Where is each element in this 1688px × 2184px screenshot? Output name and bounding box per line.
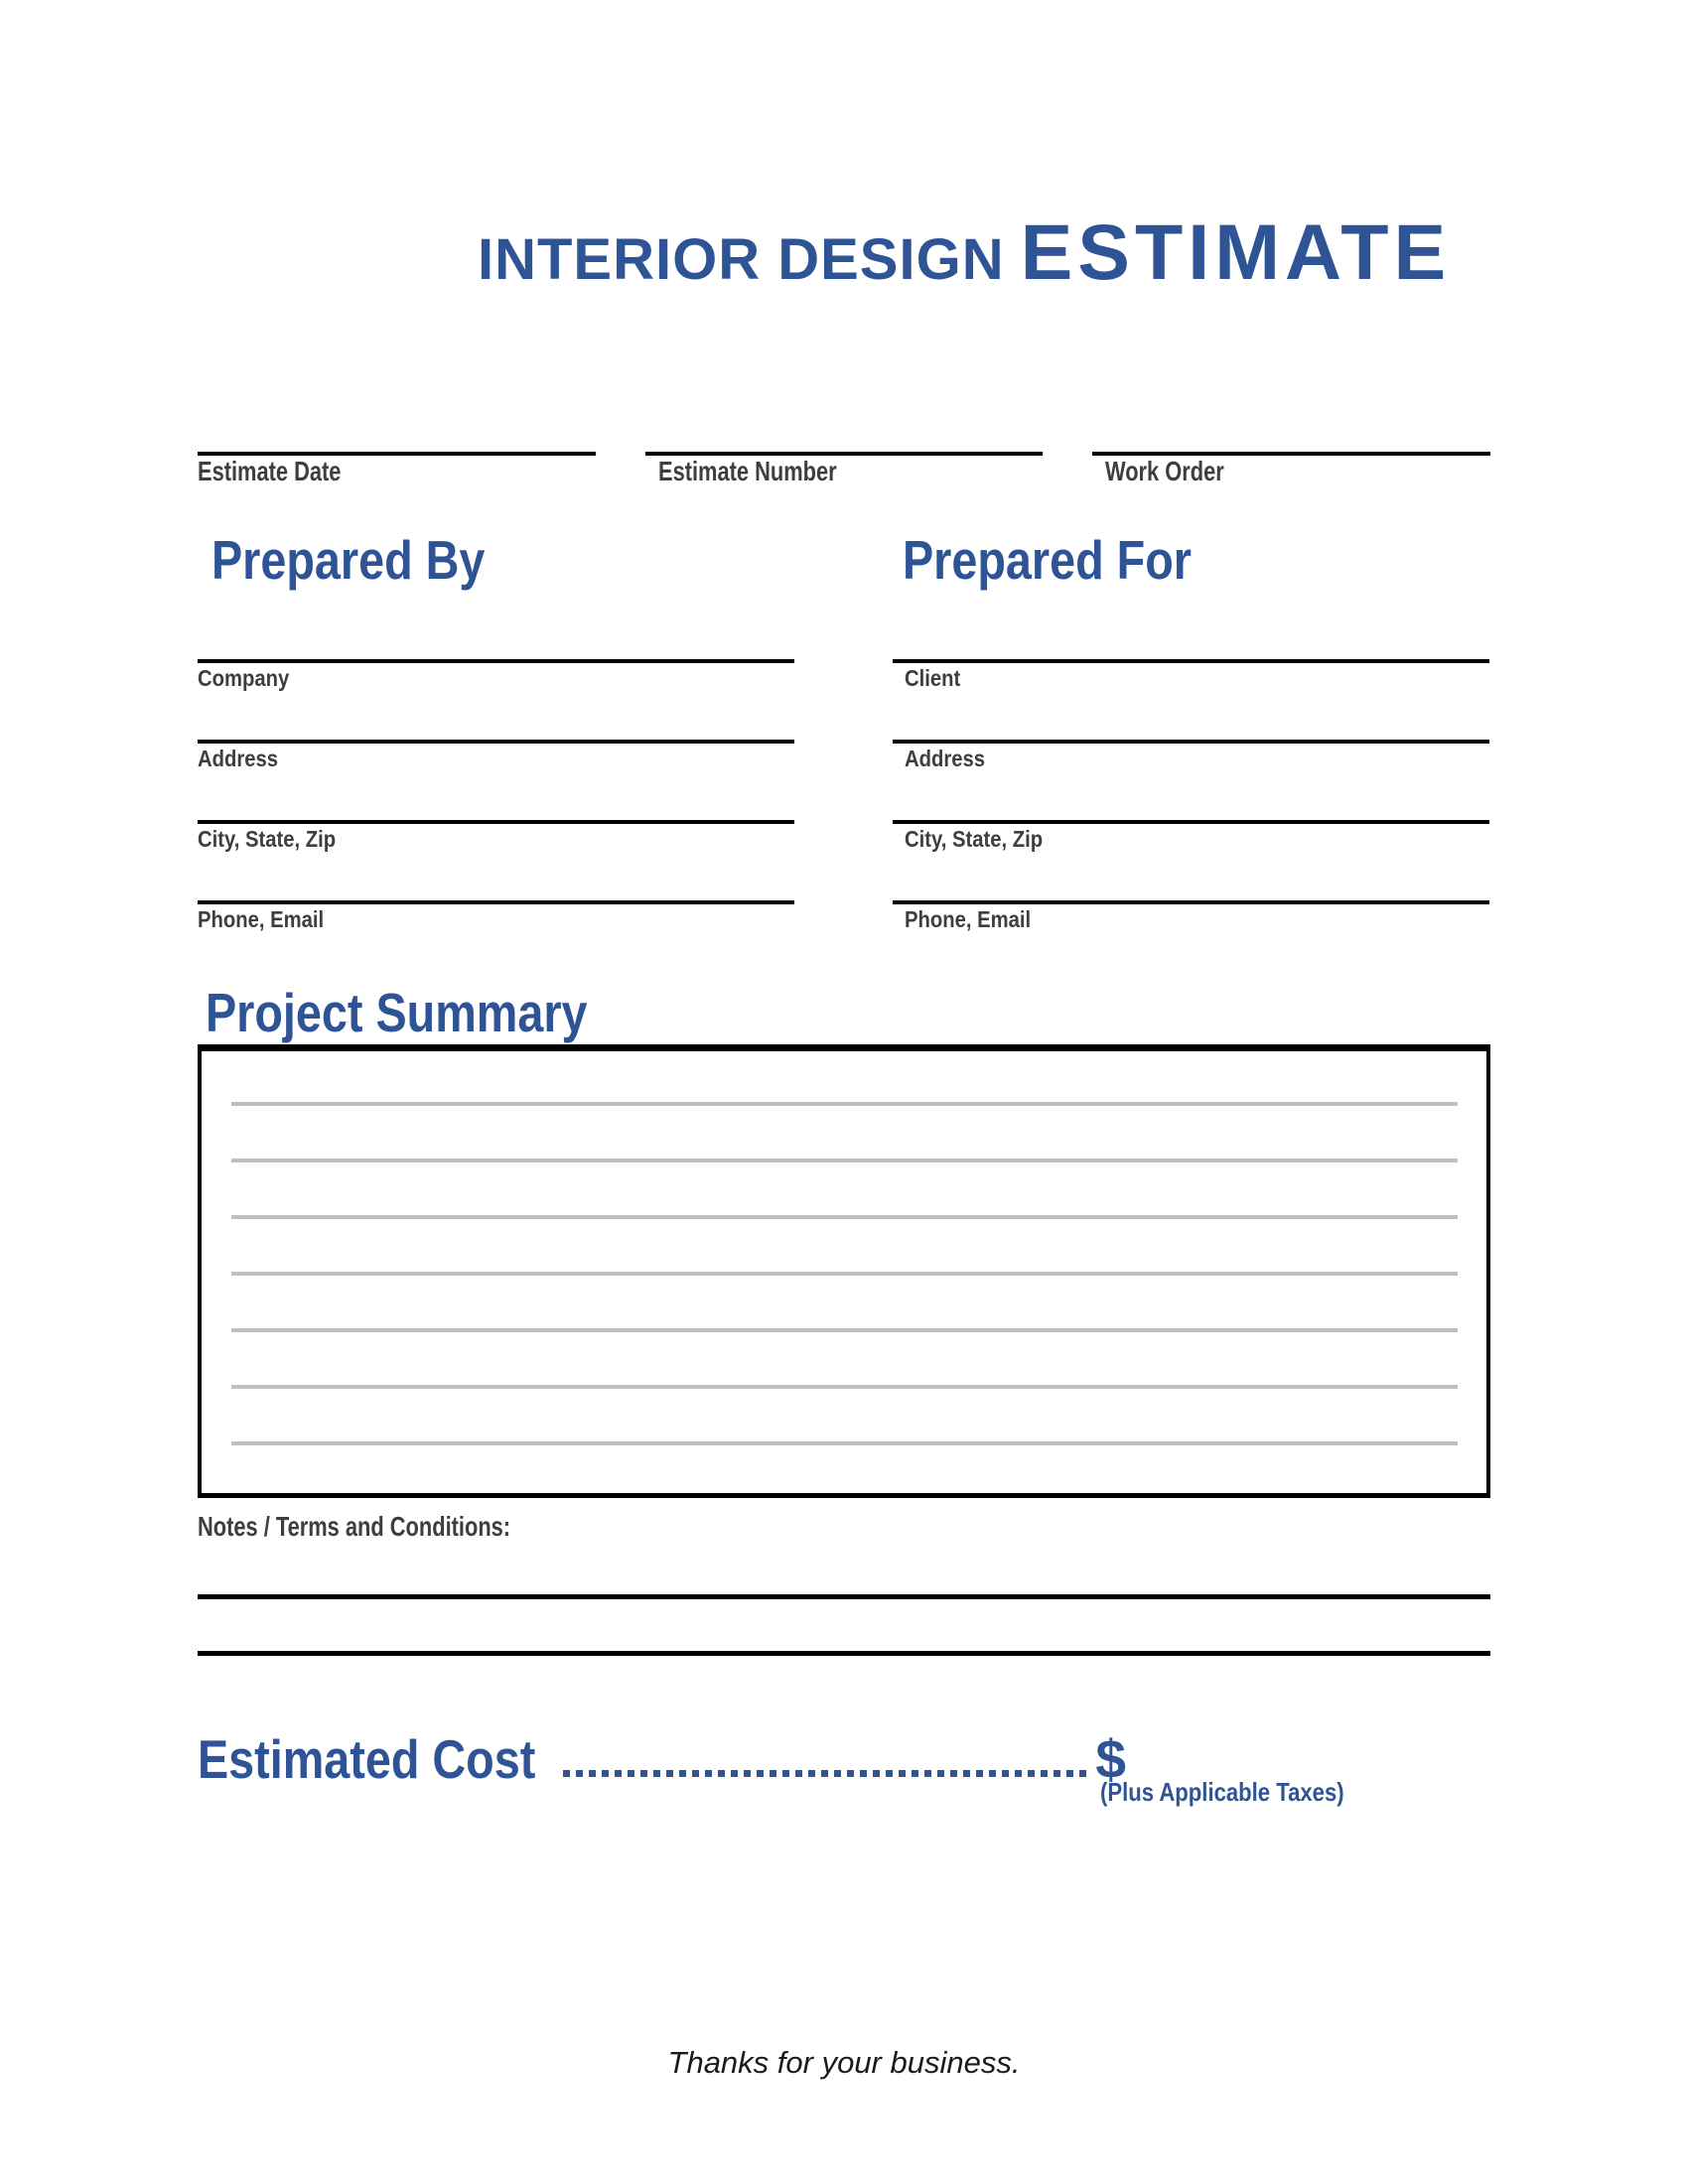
- client-city-state-zip-label: City, State, Zip: [905, 826, 1044, 852]
- prepared-by-column: [198, 659, 794, 981]
- client-city-state-zip-field[interactable]: [893, 820, 1489, 900]
- company-phone-email-label: Phone, Email: [198, 906, 325, 932]
- client-address-label: Address: [905, 746, 986, 771]
- notes-writein-line-2[interactable]: [198, 1651, 1490, 1656]
- prepared-by-heading: Prepared By: [211, 529, 486, 591]
- company-city-state-zip-label: City, State, Zip: [198, 826, 337, 852]
- contact-fields-grid: [198, 659, 1490, 981]
- estimated-cost-row: [198, 1728, 1126, 1790]
- summary-ruled-line: [231, 1441, 1458, 1445]
- meta-fields-row: [198, 452, 1490, 485]
- estimate-date-label: Estimate Date: [198, 456, 342, 486]
- company-field[interactable]: [198, 659, 794, 740]
- document-title: [478, 207, 1452, 296]
- company-city-state-zip-field[interactable]: [198, 820, 794, 900]
- estimated-cost-label: Estimated Cost: [198, 1728, 536, 1790]
- document-title-large: ESTIMATE: [1020, 207, 1452, 296]
- project-summary-heading: Project Summary: [206, 982, 588, 1043]
- client-phone-email-field[interactable]: [893, 900, 1489, 981]
- prepared-for-column: [893, 659, 1489, 981]
- summary-ruled-line: [231, 1102, 1458, 1106]
- footer-message: Thanks for your business.: [667, 2045, 1021, 2080]
- summary-ruled-line: [231, 1385, 1458, 1389]
- company-address-label: Address: [198, 746, 279, 771]
- prepared-headings-row: [198, 529, 1490, 591]
- document-title-small: INTERIOR DESIGN: [478, 227, 1005, 292]
- prepared-for-heading: Prepared For: [903, 529, 1192, 591]
- client-address-field[interactable]: [893, 740, 1489, 820]
- project-summary-box[interactable]: [198, 1044, 1490, 1498]
- currency-symbol: $: [1095, 1728, 1126, 1790]
- work-order-label: Work Order: [1105, 456, 1225, 486]
- summary-ruled-line: [231, 1272, 1458, 1276]
- summary-ruled-line: [231, 1328, 1458, 1332]
- estimate-number-field[interactable]: [645, 452, 1044, 485]
- work-order-field[interactable]: [1092, 452, 1490, 485]
- estimate-number-label: Estimate Number: [657, 456, 837, 486]
- notes-writein-line-1[interactable]: [198, 1594, 1490, 1599]
- company-label: Company: [198, 665, 290, 691]
- client-field[interactable]: [893, 659, 1489, 740]
- company-address-field[interactable]: [198, 740, 794, 820]
- summary-ruled-line: [231, 1215, 1458, 1219]
- client-label: Client: [905, 665, 961, 691]
- summary-ruled-line: [231, 1159, 1458, 1162]
- client-phone-email-label: Phone, Email: [905, 906, 1032, 932]
- notes-terms-label: Notes / Terms and Conditions:: [198, 1511, 511, 1542]
- tax-note: (Plus Applicable Taxes): [1100, 1777, 1344, 1807]
- company-phone-email-field[interactable]: [198, 900, 794, 981]
- dotted-leader: [563, 1770, 1091, 1777]
- estimate-date-field[interactable]: [198, 452, 596, 485]
